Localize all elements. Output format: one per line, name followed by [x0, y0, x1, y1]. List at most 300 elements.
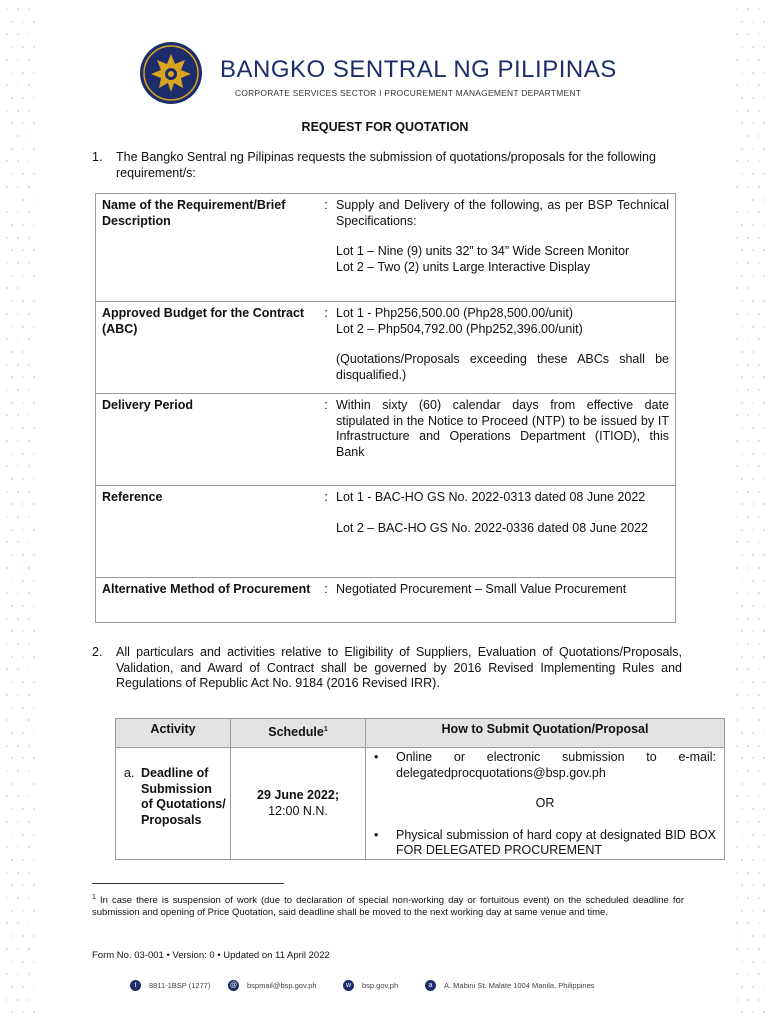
- pattern-dot: [736, 84, 738, 86]
- pattern-dot: [6, 770, 8, 772]
- pattern-dot: [28, 922, 30, 924]
- pattern-dot: [11, 173, 13, 175]
- pattern-dot: [33, 97, 35, 99]
- pattern-dot: [747, 618, 749, 620]
- pattern-dot: [11, 300, 13, 302]
- pattern-dot: [741, 21, 743, 23]
- pattern-dot: [17, 262, 19, 264]
- pattern-dot: [28, 821, 30, 823]
- pattern-dot: [758, 618, 760, 620]
- pattern-dot: [17, 414, 19, 416]
- table-row: [96, 194, 676, 302]
- pattern-dot: [17, 491, 19, 493]
- section-number: 1.: [92, 150, 103, 164]
- pattern-dot: [22, 757, 24, 759]
- pattern-dot: [33, 681, 35, 683]
- pattern-dot: [28, 668, 30, 670]
- pattern-dot: [33, 605, 35, 607]
- pattern-dot: [6, 84, 8, 86]
- pattern-dot: [758, 84, 760, 86]
- pattern-dot: [741, 656, 743, 658]
- pattern-dot: [33, 376, 35, 378]
- footnote-divider: [92, 883, 284, 884]
- pattern-dot: [763, 1011, 765, 1013]
- pattern-dot: [741, 376, 743, 378]
- pattern-dot: [17, 516, 19, 518]
- pattern-dot: [758, 186, 760, 188]
- pattern-dot: [11, 21, 13, 23]
- pattern-dot: [11, 376, 13, 378]
- table-row: [116, 748, 725, 860]
- pattern-dot: [747, 465, 749, 467]
- header-activity: Activity: [116, 719, 231, 748]
- pattern-dot: [752, 427, 754, 429]
- pattern-dot: [33, 630, 35, 632]
- pattern-dot: [11, 199, 13, 201]
- pattern-dot: [758, 567, 760, 569]
- pattern-dot: [736, 872, 738, 874]
- pattern-dot: [17, 948, 19, 950]
- pattern-dot: [747, 592, 749, 594]
- pattern-dot: [22, 783, 24, 785]
- pattern-dot: [22, 427, 24, 429]
- pattern-dot: [763, 580, 765, 582]
- pattern-dot: [22, 554, 24, 556]
- pattern-dot: [11, 453, 13, 455]
- pattern-dot: [11, 732, 13, 734]
- pattern-dot: [747, 440, 749, 442]
- pattern-dot: [736, 795, 738, 797]
- pattern-dot: [11, 580, 13, 582]
- pattern-dot: [28, 846, 30, 848]
- pattern-dot: [11, 46, 13, 48]
- pattern-dot: [22, 249, 24, 251]
- value-paragraph: Supply and Delivery of the following, as per BSP Technical Specifications:: [336, 198, 669, 228]
- pattern-dot: [28, 465, 30, 467]
- pattern-dot: [6, 440, 8, 442]
- contact-email: [228, 980, 317, 991]
- pattern-dot: [28, 643, 30, 645]
- pattern-dot: [28, 491, 30, 493]
- pattern-dot: [22, 834, 24, 836]
- pattern-dot: [763, 249, 765, 251]
- pattern-dot: [758, 770, 760, 772]
- pattern-dot: [758, 973, 760, 975]
- pattern-dot: [741, 249, 743, 251]
- pattern-dot: [28, 795, 30, 797]
- pattern-dot: [28, 541, 30, 543]
- pattern-dot: [33, 757, 35, 759]
- pattern-dot: [6, 948, 8, 950]
- pattern-dot: [752, 249, 754, 251]
- pattern-dot: [758, 948, 760, 950]
- pattern-dot: [758, 389, 760, 391]
- pattern-dot: [741, 630, 743, 632]
- left-dot-pattern: [0, 0, 40, 1024]
- pattern-dot: [28, 999, 30, 1001]
- pattern-dot: [22, 630, 24, 632]
- pattern-dot: [17, 313, 19, 315]
- pattern-dot: [736, 999, 738, 1001]
- pattern-dot: [763, 351, 765, 353]
- pattern-dot: [736, 59, 738, 61]
- pattern-dot: [6, 33, 8, 35]
- pattern-dot: [28, 516, 30, 518]
- physical-submission-item: • Physical submission of hard copy at designated BID BOX FOR DELEGATED PROCUREMENT: [374, 828, 716, 859]
- pattern-dot: [763, 300, 765, 302]
- pattern-dot: [11, 427, 13, 429]
- pattern-dot: [17, 364, 19, 366]
- header-schedule: [231, 719, 366, 748]
- pattern-dot: [6, 8, 8, 10]
- pattern-dot: [28, 618, 30, 620]
- pattern-dot: [17, 465, 19, 467]
- pattern-dot: [33, 148, 35, 150]
- pattern-dot: [33, 656, 35, 658]
- pattern-dot: [758, 795, 760, 797]
- pattern-dot: [6, 821, 8, 823]
- pattern-dot: [6, 719, 8, 721]
- pattern-dot: [28, 770, 30, 772]
- pattern-dot: [741, 554, 743, 556]
- footnote: [92, 892, 684, 919]
- pattern-dot: [752, 529, 754, 531]
- pattern-dot: [22, 859, 24, 861]
- pattern-dot: [747, 719, 749, 721]
- pattern-dot: [736, 745, 738, 747]
- pattern-dot: [6, 872, 8, 874]
- document-title: REQUEST FOR QUOTATION: [301, 120, 469, 134]
- contact-address: [425, 980, 595, 991]
- deadline-date: 29 June 2022;: [257, 788, 339, 802]
- pattern-dot: [28, 897, 30, 899]
- pattern-dot: [758, 465, 760, 467]
- pattern-dot: [752, 300, 754, 302]
- pattern-dot: [758, 59, 760, 61]
- pattern-dot: [741, 605, 743, 607]
- pattern-dot: [28, 338, 30, 340]
- pattern-dot: [11, 97, 13, 99]
- pattern-dot: [6, 973, 8, 975]
- pattern-dot: [741, 757, 743, 759]
- pattern-dot: [747, 262, 749, 264]
- pattern-dot: [741, 173, 743, 175]
- pattern-dot: [28, 287, 30, 289]
- pattern-dot: [11, 351, 13, 353]
- pattern-dot: [758, 999, 760, 1001]
- pattern-dot: [22, 986, 24, 988]
- pattern-dot: [741, 910, 743, 912]
- pattern-dot: [17, 719, 19, 721]
- pattern-dot: [758, 694, 760, 696]
- pattern-dot: [763, 199, 765, 201]
- pattern-dot: [28, 694, 30, 696]
- pattern-dot: [752, 961, 754, 963]
- pattern-dot: [17, 618, 19, 620]
- pattern-dot: [33, 21, 35, 23]
- section-1: [92, 150, 682, 181]
- pattern-dot: [747, 338, 749, 340]
- pattern-dot: [28, 567, 30, 569]
- pattern-dot: [747, 821, 749, 823]
- pattern-dot: [736, 237, 738, 239]
- pattern-dot: [11, 630, 13, 632]
- pattern-dot: [752, 859, 754, 861]
- pattern-dot: [747, 160, 749, 162]
- pattern-dot: [752, 580, 754, 582]
- pattern-dot: [736, 186, 738, 188]
- pattern-dot: [28, 186, 30, 188]
- pattern-dot: [11, 935, 13, 937]
- pattern-dot: [6, 694, 8, 696]
- pattern-dot: [741, 986, 743, 988]
- pattern-dot: [736, 973, 738, 975]
- pattern-dot: [33, 808, 35, 810]
- pattern-dot: [763, 554, 765, 556]
- pattern-dot: [763, 148, 765, 150]
- pattern-dot: [763, 961, 765, 963]
- contact-text: 8811-1BSP (1277): [149, 981, 211, 990]
- pattern-dot: [763, 808, 765, 810]
- table-header-row: [116, 719, 725, 748]
- pattern-dot: [763, 478, 765, 480]
- pattern-dot: [758, 922, 760, 924]
- pattern-dot: [28, 160, 30, 162]
- pattern-dot: [741, 148, 743, 150]
- pattern-dot: [752, 478, 754, 480]
- pattern-dot: [22, 326, 24, 328]
- pattern-dot: [741, 808, 743, 810]
- pattern-dot: [747, 897, 749, 899]
- pattern-dot: [758, 364, 760, 366]
- pattern-dot: [11, 783, 13, 785]
- pattern-dot: [752, 72, 754, 74]
- pattern-dot: [22, 503, 24, 505]
- phone-icon: t: [130, 980, 141, 991]
- pattern-dot: [741, 529, 743, 531]
- pattern-dot: [763, 910, 765, 912]
- pattern-dot: [33, 834, 35, 836]
- pattern-dot: [33, 783, 35, 785]
- pattern-dot: [22, 300, 24, 302]
- pattern-dot: [763, 427, 765, 429]
- pattern-dot: [6, 999, 8, 1001]
- pattern-dot: [747, 33, 749, 35]
- pattern-dot: [22, 732, 24, 734]
- pattern-dot: [752, 732, 754, 734]
- colon: :: [322, 486, 330, 578]
- pattern-dot: [758, 414, 760, 416]
- pattern-dot: [752, 554, 754, 556]
- pattern-dot: [17, 872, 19, 874]
- table-row: [96, 394, 676, 486]
- pattern-dot: [763, 72, 765, 74]
- pattern-dot: [747, 287, 749, 289]
- pattern-dot: [22, 46, 24, 48]
- pattern-dot: [741, 402, 743, 404]
- or-separator: OR: [535, 796, 555, 810]
- pattern-dot: [33, 46, 35, 48]
- pattern-dot: [741, 72, 743, 74]
- pattern-dot: [22, 21, 24, 23]
- footnote-marker: 1: [323, 726, 328, 733]
- header-schedule-label: Schedule: [268, 725, 324, 740]
- pattern-dot: [736, 897, 738, 899]
- pattern-dot: [6, 745, 8, 747]
- pattern-dot: [28, 8, 30, 10]
- department-subtitle: CORPORATE SERVICES SECTOR I PROCUREMENT MANAGEMENT DEPARTMENT: [235, 88, 582, 98]
- pattern-dot: [17, 668, 19, 670]
- pattern-dot: [22, 148, 24, 150]
- pattern-dot: [28, 948, 30, 950]
- pattern-dot: [758, 745, 760, 747]
- pattern-dot: [752, 656, 754, 658]
- section-number: 2.: [92, 645, 103, 659]
- value-paragraph: Negotiated Procurement – Small Value Procurement: [336, 582, 627, 596]
- pattern-dot: [763, 707, 765, 709]
- pattern-dot: [736, 414, 738, 416]
- pattern-dot: [28, 59, 30, 61]
- pattern-dot: [736, 33, 738, 35]
- pattern-dot: [22, 199, 24, 201]
- row-label: Alternative Method of Procurement: [96, 578, 323, 623]
- pattern-dot: [6, 186, 8, 188]
- pattern-dot: [33, 199, 35, 201]
- pattern-dot: [736, 389, 738, 391]
- row-label: Delivery Period: [96, 394, 323, 486]
- pattern-dot: [736, 135, 738, 137]
- pattern-dot: [747, 389, 749, 391]
- pattern-dot: [28, 745, 30, 747]
- pattern-dot: [736, 694, 738, 696]
- activity-cell: [116, 748, 231, 860]
- pattern-dot: [22, 580, 24, 582]
- pattern-dot: [17, 694, 19, 696]
- pattern-dot: [763, 21, 765, 23]
- pattern-dot: [741, 1011, 743, 1013]
- pattern-dot: [763, 326, 765, 328]
- pattern-dot: [763, 732, 765, 734]
- pattern-dot: [17, 897, 19, 899]
- pattern-dot: [758, 592, 760, 594]
- pattern-dot: [736, 541, 738, 543]
- pattern-dot: [747, 364, 749, 366]
- requirements-table: [95, 193, 676, 623]
- pattern-dot: [763, 376, 765, 378]
- pattern-dot: [752, 199, 754, 201]
- pattern-dot: [736, 719, 738, 721]
- pattern-dot: [33, 732, 35, 734]
- pattern-dot: [28, 389, 30, 391]
- pattern-dot: [11, 326, 13, 328]
- pattern-dot: [747, 770, 749, 772]
- pattern-dot: [22, 224, 24, 226]
- value-paragraph: Lot 1 – Nine (9) units 32” to 34” Wide Screen Monitor Lot 2 – Two (2) units Large Interactive Display: [336, 244, 630, 274]
- pattern-dot: [6, 567, 8, 569]
- pattern-dot: [747, 110, 749, 112]
- pattern-dot: [758, 491, 760, 493]
- pattern-dot: [736, 516, 738, 518]
- pattern-dot: [747, 795, 749, 797]
- colon: :: [322, 394, 330, 486]
- pattern-dot: [17, 186, 19, 188]
- pattern-dot: [752, 834, 754, 836]
- pattern-dot: [11, 986, 13, 988]
- pattern-dot: [11, 275, 13, 277]
- row-label: Approved Budget for the Contract (ABC): [96, 302, 323, 394]
- pattern-dot: [28, 719, 30, 721]
- pattern-dot: [28, 364, 30, 366]
- pattern-dot: [758, 846, 760, 848]
- pattern-dot: [22, 453, 24, 455]
- contact-text: bsp.gov.ph: [362, 981, 399, 990]
- pattern-dot: [758, 338, 760, 340]
- pattern-dot: [17, 135, 19, 137]
- pattern-dot: [758, 110, 760, 112]
- row-value: [330, 486, 676, 578]
- pattern-dot: [736, 8, 738, 10]
- pattern-dot: [758, 313, 760, 315]
- pattern-dot: [747, 8, 749, 10]
- pattern-dot: [11, 910, 13, 912]
- pattern-dot: [763, 503, 765, 505]
- pattern-dot: [752, 173, 754, 175]
- pattern-dot: [6, 237, 8, 239]
- pattern-dot: [752, 808, 754, 810]
- pattern-dot: [28, 262, 30, 264]
- value-paragraph: (Quotations/Proposals exceeding these ABCs shall be disqualified.): [336, 352, 669, 382]
- pattern-dot: [6, 465, 8, 467]
- pattern-dot: [28, 135, 30, 137]
- pattern-dot: [763, 783, 765, 785]
- bank-name: BANGKO SENTRAL NG PILIPINAS: [220, 56, 617, 83]
- pattern-dot: [763, 97, 765, 99]
- pattern-dot: [736, 211, 738, 213]
- pattern-dot: [11, 834, 13, 836]
- pattern-dot: [33, 707, 35, 709]
- pattern-dot: [17, 440, 19, 442]
- pattern-dot: [758, 872, 760, 874]
- pattern-dot: [33, 503, 35, 505]
- pattern-dot: [11, 757, 13, 759]
- pattern-dot: [17, 211, 19, 213]
- pattern-dot: [17, 821, 19, 823]
- pattern-dot: [28, 211, 30, 213]
- pattern-dot: [741, 97, 743, 99]
- pattern-dot: [736, 846, 738, 848]
- pattern-dot: [758, 897, 760, 899]
- pattern-dot: [22, 605, 24, 607]
- pattern-dot: [758, 211, 760, 213]
- section-text: All particulars and activities relative to Eligibility of Suppliers, Evaluation of Quotations/Proposals, Validation, and Award of Contract shall be governed by 2016 Revised Implementing Rules and Regulations of Republic Act No. 9184 (2016 Revised IRR).: [116, 645, 682, 690]
- pattern-dot: [763, 834, 765, 836]
- email-icon: @: [229, 982, 238, 989]
- pattern-dot: [752, 21, 754, 23]
- pattern-dot: [11, 148, 13, 150]
- pattern-dot: [752, 757, 754, 759]
- pattern-dot: [28, 592, 30, 594]
- pattern-dot: [11, 681, 13, 683]
- pattern-dot: [747, 59, 749, 61]
- pattern-dot: [22, 402, 24, 404]
- pattern-dot: [22, 808, 24, 810]
- pattern-dot: [758, 262, 760, 264]
- pattern-dot: [11, 656, 13, 658]
- pattern-dot: [752, 605, 754, 607]
- pattern-dot: [11, 808, 13, 810]
- pattern-dot: [758, 516, 760, 518]
- pattern-dot: [747, 922, 749, 924]
